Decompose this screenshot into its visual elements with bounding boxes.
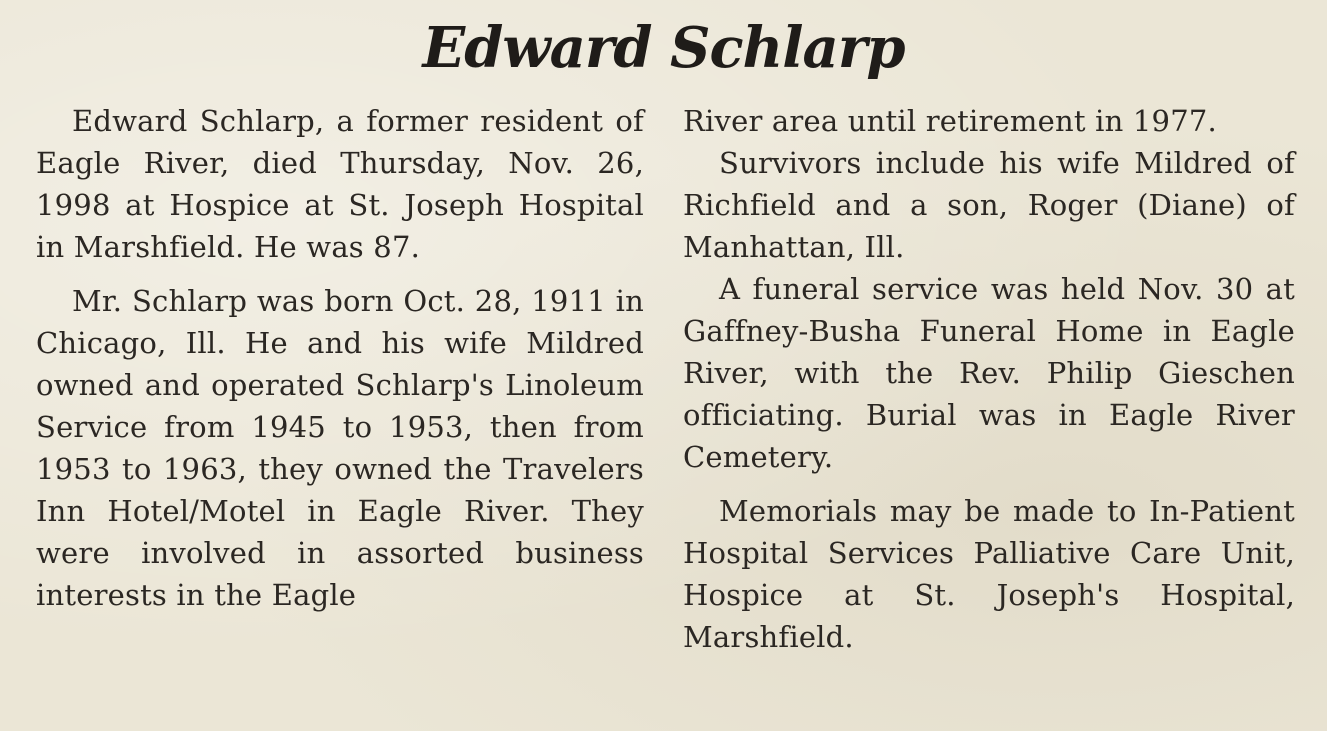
paragraph-biography-continued: River area until retirement in 1977. bbox=[683, 104, 1217, 138]
paragraph-death-notice: Edward Schlarp, a former resident of Eagle River, died Thursday, Nov. 26, 1998 at Hospice at St. Joseph Hospital in Marshfield. He was 87. bbox=[36, 104, 644, 264]
paragraph-survivors: Survivors include his wife Mildred of Richfield and a son, Roger (Diane) of Manhattan, Ill. bbox=[683, 146, 1295, 264]
headline: Edward Schlarp bbox=[422, 15, 905, 81]
right-column bbox=[683, 100, 1295, 658]
left-column bbox=[36, 100, 644, 616]
paragraph-funeral-service: A funeral service was held Nov. 30 at Gaffney-Busha Funeral Home in Eagle River, with the Rev. Philip Gieschen officiating. Burial was in Eagle River Cemetery. bbox=[683, 272, 1295, 474]
paragraph-memorials: Memorials may be made to In-Patient Hospital Services Palliative Care Unit, Hospice at St. Joseph's Hospital, Marshfield. bbox=[683, 494, 1295, 654]
paragraph-biography: Mr. Schlarp was born Oct. 28, 1911 in Chicago, Ill. He and his wife Mildred owned and operated Schlarp's Linoleum Service from 1945 to 1953, then from 1953 to 1963, they owned the Travelers Inn Hotel/Motel in Eagle River. They were involved in assorted business interests in the Eagle bbox=[36, 284, 644, 612]
